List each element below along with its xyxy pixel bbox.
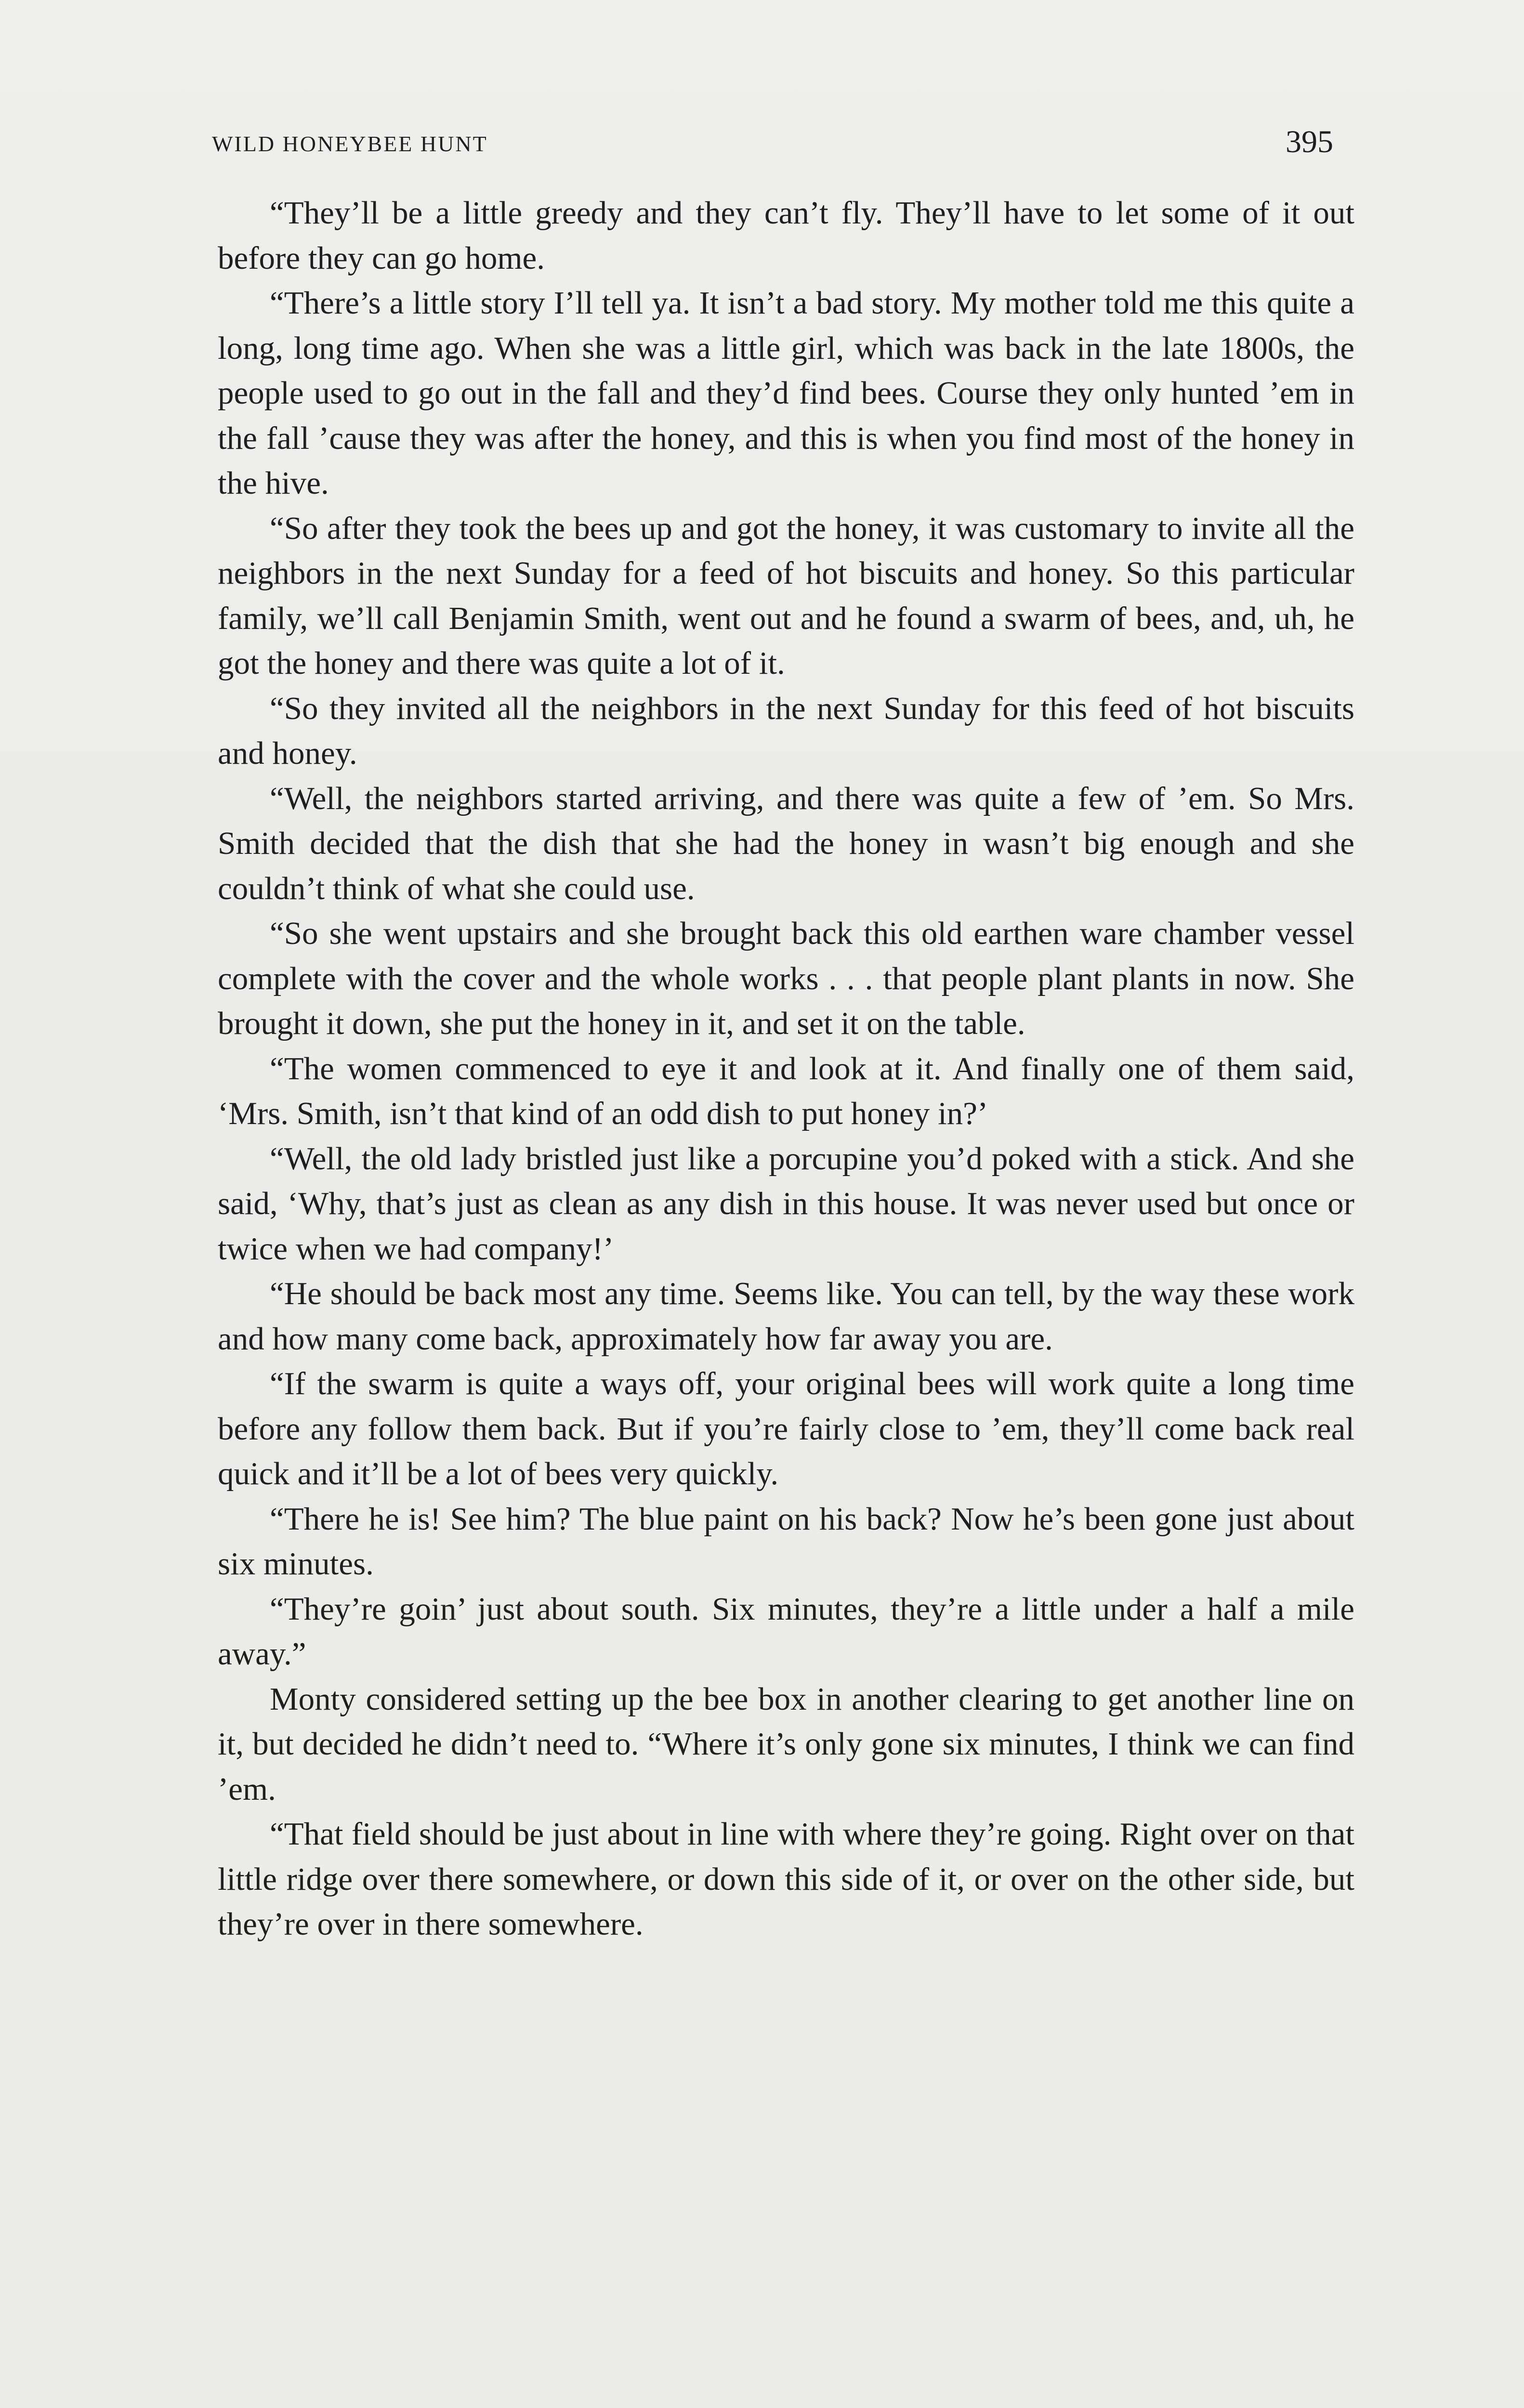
paragraph: Monty considered setting up the bee box in another clearing to get another line on it, but decided he didn’t need to. “Where it’s only gone six minutes, I think we can find ’em. bbox=[218, 1681, 1354, 1807]
paragraph: “That field should be just about in line with where they’re going. Right over on that little ridge over there somewhere, or down this side of it, or over on the other side, but they’re over in there somewhere. bbox=[218, 1816, 1354, 1942]
paragraph: “If the swarm is quite a ways off, your original bees will work quite a long time before any follow them back. But if you’re fairly close to ’em, they’ll come back real quick and it’ll be a lot of bees very quickly. bbox=[218, 1366, 1354, 1492]
paragraph: “So they invited all the neighbors in the next Sunday for this feed of hot biscuits and honey. bbox=[218, 690, 1354, 771]
paragraph: “They’re goin’ just about south. Six minutes, they’re a little under a half a mile away.” bbox=[218, 1591, 1354, 1672]
paragraph: “There’s a little story I’ll tell ya. It isn’t a bad story. My mother told me this quite a long, long time ago. When she was a little girl, which was back in the late 1800s, the people used to go out in the fall and they’d find bees. Course they only hunted ’em in the fall ’cause they was after the honey, and this is when you find most of the honey in the hive. bbox=[218, 285, 1354, 501]
paragraph: “So she went upstairs and she brought back this old earthen ware chamber vessel complete with the cover and the whole works . . . that people plant plants in now. She brought it down, she put the honey in it, and set it on the table. bbox=[218, 916, 1354, 1041]
paragraph: “There he is! See him? The blue paint on his back? Now he’s been gone just about six minutes. bbox=[218, 1501, 1354, 1582]
page-number: 395 bbox=[1286, 124, 1333, 159]
paragraph: “Well, the neighbors started arriving, and there was quite a few of ’em. So Mrs. Smith decided that the dish that she had the honey in wasn’t big enough and she couldn’t think of what she could use. bbox=[218, 780, 1354, 906]
paragraph: “The women commenced to eye it and look at it. And finally one of them said, ‘Mrs. Smith, isn’t that kind of an odd dish to put honey in?’ bbox=[218, 1050, 1354, 1131]
paragraph: “Well, the old lady bristled just like a porcupine you’d poked with a stick. And she said, ‘Why, that’s just as clean as any dish in this house. It was never used but once or twice when we had company!’ bbox=[218, 1140, 1354, 1267]
running-head: WILD HONEYBEE HUNT bbox=[212, 131, 488, 156]
paragraph: “So after they took the bees up and got the honey, it was customary to invite all the neighbors in the next Sunday for a feed of hot biscuits and honey. So this particular family, we’ll call Benjamin Smith, went out and he found a swarm of bees, and, uh, he got the honey and there was quite a lot of it. bbox=[218, 510, 1354, 681]
body-text bbox=[218, 191, 1354, 1947]
paragraph: “They’ll be a little greedy and they can’t fly. They’ll have to let some of it out before they can go home. bbox=[218, 195, 1354, 276]
paragraph: “He should be back most any time. Seems like. You can tell, by the way these work and how many come back, approximately how far away you are. bbox=[218, 1276, 1354, 1357]
